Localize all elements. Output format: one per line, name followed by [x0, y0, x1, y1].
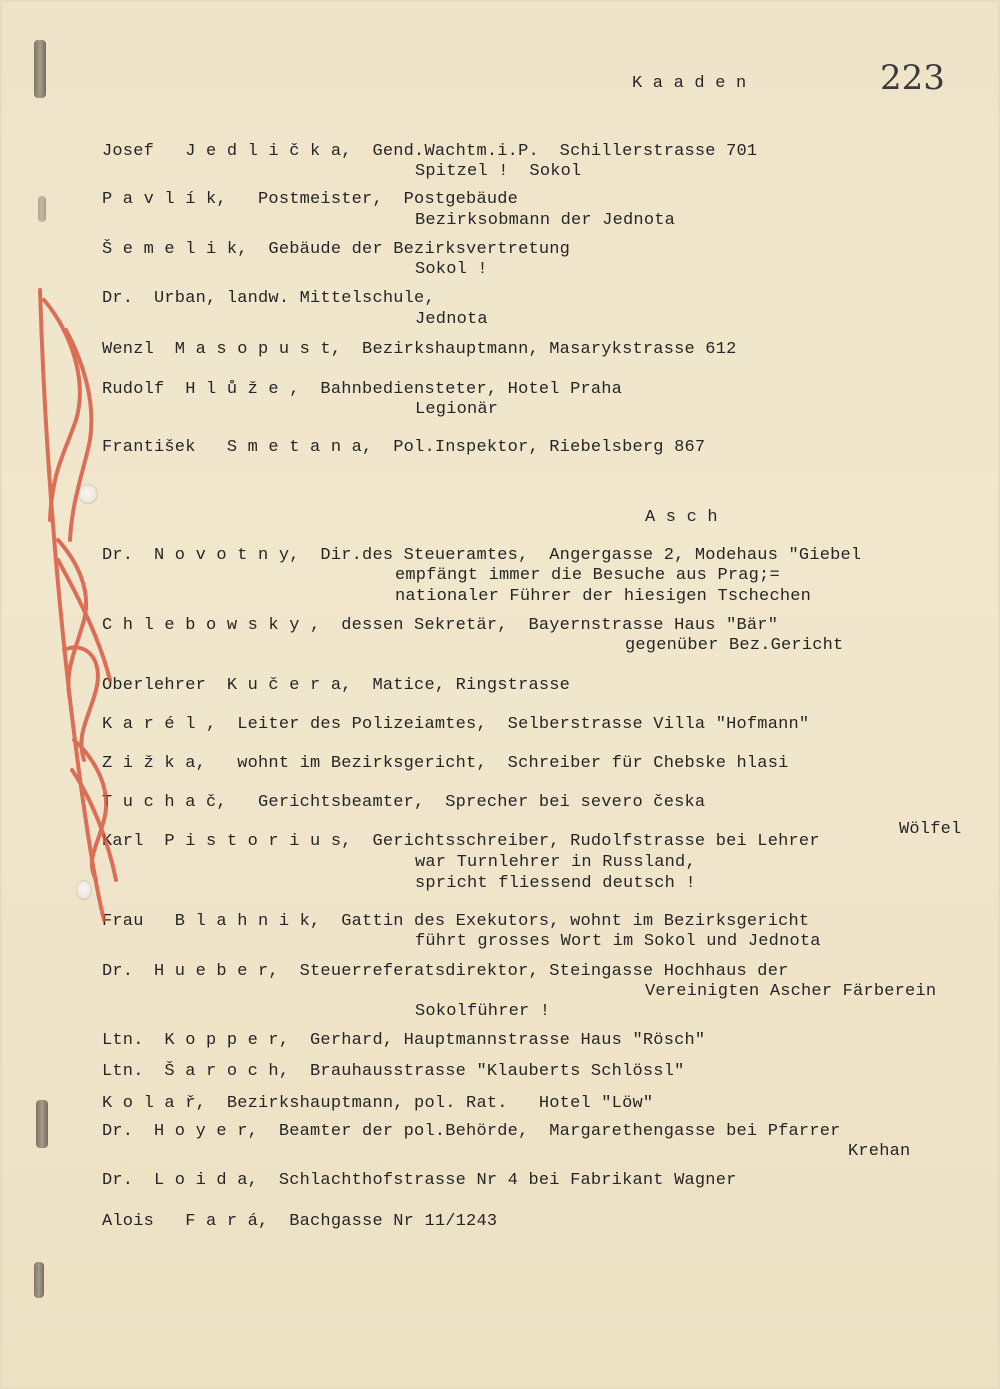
- entry-line-13: Dr. N o v o t n y, Dir.des Steueramtes, Angergasse 2, Modehaus "Giebel: [102, 546, 862, 565]
- entry-line-5: Š e m e l i k, Gebäude der Bezirksvertretung: [102, 240, 571, 259]
- punch-hole-upper: [78, 484, 98, 504]
- entry-line-19: K a r é l , Leiter des Polizeiamtes, Selberstrasse Villa "Hofmann": [102, 715, 810, 734]
- entry-line-21: T u c h a č, Gerichtsbeamter, Sprecher bei severo česka: [102, 793, 706, 812]
- entry-line-20: Z i ž k a, wohnt im Bezirksgericht, Schreiber für Chebske hlasi: [102, 754, 789, 773]
- entry-line-14: empfängt immer die Besuche aus Prag;=: [395, 566, 780, 585]
- entry-line-25: spricht fliessend deutsch !: [415, 874, 696, 893]
- entry-line-23: Wölfel: [899, 820, 962, 839]
- entry-line-7: Dr. Urban, landw. Mittelschule,: [102, 289, 435, 308]
- entry-line-30: Sokolführer !: [415, 1002, 551, 1021]
- entry-line-16: C h l e b o w s k y , dessen Sekretär, Bayernstrasse Haus "Bär": [102, 616, 779, 635]
- entry-line-17: gegenüber Bez.Gericht: [625, 636, 844, 655]
- entry-line-15: nationaler Führer der hiesigen Tschechen: [395, 587, 812, 606]
- entry-line-10: Rudolf H l ů ž e , Bahnbediensteter, Hotel Praha: [102, 380, 623, 399]
- entry-line-28: Dr. H u e b e r, Steuerreferatsdirektor, Steingasse Hochhaus der: [102, 962, 789, 981]
- entry-line-2: Spitzel ! Sokol: [415, 162, 582, 181]
- entry-line-9: Wenzl M a s o p u s t, Bezirkshauptmann, Masarykstrasse 612: [102, 340, 737, 359]
- entry-line-1: Josef J e d l i č k a, Gend.Wachtm.i.P. Schillerstrasse 701: [102, 142, 758, 161]
- staple-mark-middle: [38, 196, 46, 222]
- entry-line-24: war Turnlehrer in Russland,: [415, 853, 696, 872]
- entry-line-22: Karl P i s t o r i u s, Gerichtsschreiber, Rudolfstrasse bei Lehrer: [102, 832, 820, 851]
- punch-hole-lower: [76, 880, 92, 900]
- entry-line-27: führt grosses Wort im Sokol und Jednota: [415, 932, 821, 951]
- entry-line-37: Alois F a r á, Bachgasse Nr 11/1243: [102, 1212, 498, 1231]
- entry-line-31: Ltn. K o p p e r, Gerhard, Hauptmannstrasse Haus "Rösch": [102, 1031, 706, 1050]
- entry-line-12: František S m e t a n a, Pol.Inspektor, Riebelsberg 867: [102, 438, 706, 457]
- entry-line-18: Oberlehrer K u č e r a, Matice, Ringstrasse: [102, 676, 571, 695]
- place-heading-asch: A s c h: [645, 508, 718, 527]
- entry-line-8: Jednota: [415, 310, 488, 329]
- staple-mark-top: [34, 40, 46, 98]
- entry-line-33: K o l a ř, Bezirkshauptmann, pol. Rat. Hotel "Löw": [102, 1094, 654, 1113]
- place-heading-kaaden: K a a d e n: [632, 74, 747, 93]
- entry-line-6: Sokol !: [415, 260, 488, 279]
- entry-line-26: Frau B l a h n i k, Gattin des Exekutors, wohnt im Bezirksgericht: [102, 912, 810, 931]
- entry-line-3: P a v l í k, Postmeister, Postgebäude: [102, 190, 519, 209]
- entry-line-4: Bezirksobmann der Jednota: [415, 211, 676, 230]
- entry-line-34: Dr. H o y e r, Beamter der pol.Behörde, Margarethengasse bei Pfarrer: [102, 1122, 841, 1141]
- entry-line-29: Vereinigten Ascher Färberein: [645, 982, 937, 1001]
- entry-line-35: Krehan: [848, 1142, 911, 1161]
- staple-mark-lower: [36, 1100, 48, 1148]
- entry-line-11: Legionär: [415, 400, 499, 419]
- page-number: 223: [880, 58, 945, 98]
- entry-line-32: Ltn. Š a r o c h, Brauhausstrasse "Klauberts Schlössl": [102, 1062, 685, 1081]
- staple-mark-bottom: [34, 1262, 44, 1298]
- entry-line-36: Dr. L o i d a, Schlachthofstrasse Nr 4 bei Fabrikant Wagner: [102, 1171, 737, 1190]
